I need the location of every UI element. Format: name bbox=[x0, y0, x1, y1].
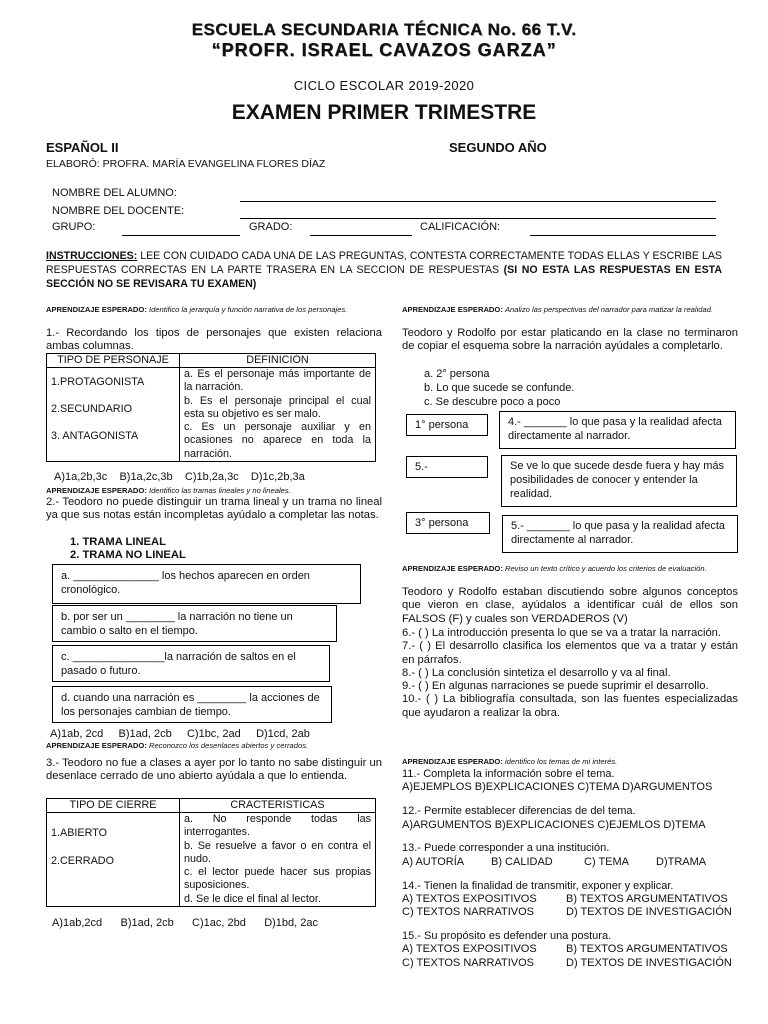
question-5: Teodoro y Rodolfo estaban discutiendo sobre algunos conceptos que vieron en clase, ayúdalos a identificar cuál de ellos son FALSOS (F) y cuales son VERDADEROS (V) bbox=[402, 586, 738, 625]
question-15: 15.- Su propósito es defender una postura. bbox=[402, 930, 612, 942]
ending-def-c: c. el lector puede hacer sus propias suposiciones. bbox=[184, 866, 371, 892]
grade-line[interactable] bbox=[310, 235, 412, 236]
q2-list-2: 2. TRAMA NO LINEAL bbox=[70, 549, 186, 562]
group-label: GRUPO: bbox=[52, 221, 96, 233]
question-4: Teodoro y Rodolfo por estar platicando en la clase no terminaron de copiar el esquema sobre la narración ayúdales a completarlo. bbox=[402, 327, 738, 353]
character-table bbox=[46, 353, 376, 462]
student-name-label: NOMBRE DEL ALUMNO: bbox=[52, 187, 177, 199]
ending-def-d: d. Se le dice el final al lector. bbox=[184, 892, 321, 905]
score-label: CALIFICACIÓN: bbox=[420, 221, 501, 233]
question-1: 1.- Recordando los tipos de personajes que existen relaciona ambas columnas. bbox=[46, 327, 382, 353]
tf-10: 10.- ( ) La bibliografía consultada, son las fuentes especializadas que ayudaron a realizar la obra. bbox=[402, 693, 738, 719]
q14-options bbox=[402, 893, 742, 921]
q2-note-c: c. _______________la narración de saltos en el pasado o futuro. bbox=[52, 645, 330, 682]
score-line[interactable] bbox=[530, 235, 716, 236]
ae-3: APRENDIZAJE ESPERADO: Reconozco los desenlaces abiertos y cerrados. bbox=[46, 741, 309, 750]
ae-6: APRENDIZAJE ESPERADO: identifico los temas de mi interés. bbox=[402, 757, 618, 766]
ae-2: APRENDIZAJE ESPERADO: Identifico las tramas lineales y no lineales. bbox=[46, 486, 291, 495]
question-3: 3.- Teodoro no fue a clases a ayer por lo tanto no sabe distinguir un desenlace cerrado de uno abierto ayúdala a que lo entienda. bbox=[46, 757, 382, 783]
q2-opt-a[interactable]: A)1ab, 2cd bbox=[50, 728, 104, 740]
ae-4: APRENDIZAJE ESPERADO: Analizo las perspectivas del narrador para matizar la realidad. bbox=[402, 305, 714, 314]
q2-options bbox=[50, 728, 310, 741]
q1-opt-a[interactable]: A)1a,2b,3c bbox=[54, 471, 108, 483]
ae-5: APRENDIZAJE ESPERADO: Reviso un texto crítico y acuerdo los criterios de evaluación. bbox=[402, 564, 707, 573]
student-name-line[interactable] bbox=[240, 201, 716, 202]
q13-opt-b[interactable]: B) CALIDAD bbox=[491, 856, 553, 868]
teacher-name-label: NOMBRE DEL DOCENTE: bbox=[52, 205, 185, 217]
grade-level: SEGUNDO AÑO bbox=[449, 140, 547, 155]
q15-options bbox=[402, 943, 742, 971]
instructions bbox=[46, 249, 722, 291]
subject: ESPAÑOL II bbox=[46, 140, 119, 155]
instructions-label: INSTRUCCIONES: bbox=[46, 250, 138, 262]
q2-note-b: b. por ser un ________ la narración no tiene un cambio o salto en el tiempo. bbox=[52, 605, 337, 642]
ending-def-b: b. Se resuelve a favor o en contra el nudo. bbox=[184, 839, 371, 865]
ending-types bbox=[47, 813, 180, 907]
q3-options bbox=[52, 917, 318, 930]
type-3: 3. ANTAGONISTA bbox=[51, 430, 139, 442]
q15-opt-b[interactable]: B) TEXTOS ARGUMENTATIVOS bbox=[566, 943, 728, 955]
school-cycle: CICLO ESCOLAR 2019-2020 bbox=[293, 78, 475, 93]
q2-list-1: 1. TRAMA LINEAL bbox=[70, 536, 166, 548]
q13-opt-a[interactable]: A) AUTORÍA bbox=[402, 856, 465, 868]
q3-opt-b[interactable]: B)1ad, 2cb bbox=[120, 917, 174, 929]
character-types bbox=[47, 368, 180, 462]
q14-opt-b[interactable]: B) TEXTOS ARGUMENTATIVOS bbox=[566, 893, 728, 905]
question-11: 11.- Completa la información sobre el tema. bbox=[402, 768, 615, 780]
q4-item-a: a. 2° persona bbox=[424, 368, 490, 380]
q2-note-d: d. cuando una narración es ________ la acciones de los personajes cambian de tiempo. bbox=[52, 686, 332, 723]
q12-options[interactable]: A)ARGUMENTOS B)EXPLICACIONES C)EJEMLOS D)TEMA bbox=[402, 819, 706, 831]
school-title: ESCUELA SECUNDARIA TÉCNICA No. 66 T.V. bbox=[191, 20, 577, 39]
col-ending-traits: CRACTERISTICAS bbox=[180, 799, 376, 813]
q1-opt-b[interactable]: B)1a,2c,3b bbox=[119, 471, 173, 483]
tf-7: 7.- ( ) El desarrollo clasifica los elementos que va a tratar y están en párrafos. bbox=[402, 640, 738, 666]
diagram-third-person: 3° persona bbox=[406, 512, 490, 534]
tf-9: 9.- ( ) En algunas narraciones se puede suprimir el desarrollo. bbox=[402, 680, 709, 693]
instructions-warning: (SI NO ESTA LAS RESPUESTAS EN ESTA SECCIÓN NO SE REVISARA TU EXAMEN) bbox=[46, 264, 722, 290]
q2-opt-b[interactable]: B)1ad, 2cb bbox=[118, 728, 172, 740]
col-def: DEFINICIÓN bbox=[180, 354, 376, 368]
q13-opt-c[interactable]: C) TEMA bbox=[584, 856, 630, 868]
q15-opt-d[interactable]: D) TEXTOS DE INVESTIGACIÓN bbox=[566, 957, 732, 969]
q15-opt-a[interactable]: A) TEXTOS EXPOSITIVOS bbox=[402, 943, 537, 955]
tf-8: 8.- ( ) La conclusión sintetiza el desarrollo y va al final. bbox=[402, 666, 671, 679]
q2-opt-c[interactable]: C)1bc, 2ad bbox=[186, 728, 241, 740]
q1-opt-c[interactable]: C)1b,2a,3c bbox=[184, 471, 239, 483]
ending-type-2: 2.CERRADO bbox=[51, 855, 114, 867]
author: ELABORÓ: PROFRA. MARÍA EVANGELINA FLORES DÍAZ bbox=[46, 158, 326, 170]
def-b: b. Es el personaje principal el cual esta su objetivo es ser malo. bbox=[184, 394, 371, 420]
q3-opt-a[interactable]: A)1ab,2cd bbox=[52, 917, 103, 929]
q1-options bbox=[54, 471, 305, 484]
q1-opt-d[interactable]: D)1c,2b,3a bbox=[250, 471, 305, 483]
q11-options[interactable]: A)EJEMPLOS B)EXPLICACIONES C)TEMA D)ARGUMENTOS bbox=[402, 781, 713, 793]
ending-defs bbox=[180, 813, 376, 907]
ending-type-1: 1.ABIERTO bbox=[51, 827, 108, 839]
q3-opt-c[interactable]: C)1ac, 2bd bbox=[192, 917, 246, 929]
def-a: a. Es el personaje más importante de la narración. bbox=[184, 368, 371, 394]
diagram-box-4: 4.- _______ lo que pasa y la realidad afecta directamente al narrador. bbox=[499, 411, 736, 449]
teacher-name-line[interactable] bbox=[240, 218, 716, 219]
ae-1: APRENDIZAJE ESPERADO: Identifico la jerarquía y función narrativa de los personajes. bbox=[46, 305, 348, 314]
q13-opt-d[interactable]: D)TRAMA bbox=[656, 856, 707, 868]
exam-title: EXAMEN PRIMER TRIMESTRE bbox=[231, 101, 537, 124]
diagram-box-5-label: 5.- bbox=[406, 456, 488, 478]
q4-item-c: c. Se descubre poco a poco bbox=[424, 396, 561, 408]
q2-opt-d[interactable]: D)1cd, 2ab bbox=[256, 728, 310, 740]
group-line[interactable] bbox=[122, 235, 240, 236]
q15-opt-c[interactable]: C) TEXTOS NARRATIVOS bbox=[402, 957, 535, 969]
q4-list bbox=[424, 368, 574, 409]
instructions-text: LEE CON CUIDADO CADA UNA DE LAS PREGUNTAS, CONTESTA CORRECTAMENTE TODAS ELLAS Y ESCRIBE LAS RESPUESTAS CORRECTAS EN LA PARTE TRASERA EN LA SECCION DE RESPUESTAS bbox=[46, 250, 722, 276]
q14-opt-c[interactable]: C) TEXTOS NARRATIVOS bbox=[402, 906, 535, 918]
question-12: 12.- Permite establecer diferencias de del tema. bbox=[402, 805, 636, 817]
diagram-box-6: 5.- _______ lo que pasa y la realidad afecta directamente al narrador. bbox=[502, 515, 738, 553]
q2-note-a: a. ______________ los hechos aparecen en orden cronológico. bbox=[52, 564, 361, 604]
school-name: “PROFR. ISRAEL CAVAZOS GARZA” bbox=[211, 40, 557, 60]
question-14: 14.- Tienen la finalidad de transmitir, exponer y explicar. bbox=[402, 880, 674, 892]
def-c: c. Es un personaje auxiliar y en ocasiones no aparece en toda la narración. bbox=[184, 421, 371, 460]
type-2: 2.SECUNDARIO bbox=[51, 403, 132, 415]
ending-def-a: a. No responde todas las interrogantes. bbox=[184, 813, 371, 839]
grade-label: GRADO: bbox=[249, 221, 293, 233]
q3-opt-d[interactable]: D)1bd, 2ac bbox=[264, 917, 319, 929]
q2-list bbox=[70, 536, 186, 563]
diagram-first-person: 1° persona bbox=[406, 414, 488, 436]
ending-table bbox=[46, 798, 376, 907]
col-type: TIPO DE PERSONAJE bbox=[47, 354, 180, 368]
tf-6: 6.- ( ) La introducción presenta lo que se va a tratar la narración. bbox=[402, 627, 722, 639]
question-13: 13.- Puede corresponder a una institución. bbox=[402, 842, 610, 854]
type-1: 1.PROTAGONISTA bbox=[51, 376, 145, 388]
diagram-box-5-def: Se ve lo que sucede desde fuera y hay más posibilidades de conocer y entender la realidad. bbox=[501, 455, 737, 507]
true-false-list bbox=[402, 627, 738, 720]
character-defs bbox=[180, 368, 376, 462]
question-2: 2.- Teodoro no puede distinguir un trama lineal y un trama no lineal ya que sus notas están incompletas ayúdalo a completar las notas. bbox=[46, 496, 382, 522]
q14-opt-a[interactable]: A) TEXTOS EXPOSITIVOS bbox=[402, 893, 537, 905]
q4-item-b: b. Lo que sucede se confunde. bbox=[424, 382, 575, 394]
q14-opt-d[interactable]: D) TEXTOS DE INVESTIGACIÓN bbox=[566, 906, 732, 918]
col-ending-type: TIPO DE CIERRE bbox=[47, 799, 180, 813]
